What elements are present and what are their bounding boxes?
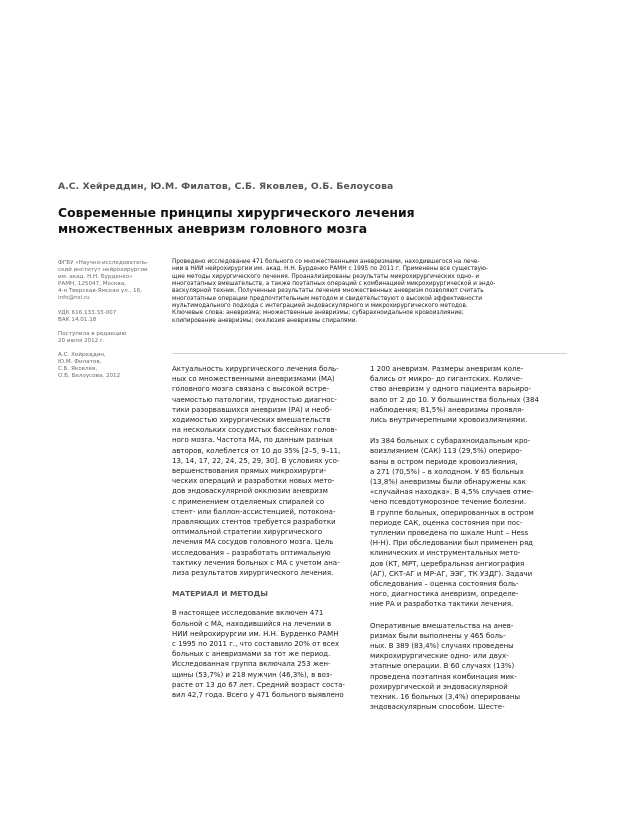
abstract-line: многоэтапные операции предпочтительным методом и свидетельствуют о высокой эффективности [172,295,482,302]
text-line: бались от микро- до гигантских. Количе- [370,375,523,384]
text-line: расте от 13 до 67 лет. Средний возраст соста- [172,680,345,689]
text-line: 13, 14, 17, 22, 24, 25, 29, 30]. В условиях усо- [172,456,340,465]
text-line: тактику лечения больных с МА с учетом ана- [172,558,340,567]
intro-paragraph [172,364,360,578]
text-line: периоде САК, оценка состояния при пос- [370,518,523,527]
abstract-divider [172,353,567,354]
udk-line: УДК 616.133.33-007 [58,309,117,316]
copyright-line: А.С. Хейреддин, [58,351,106,358]
paragraph [370,621,558,713]
text-line: ризмах были выполнены у 465 боль- [370,631,506,640]
abstract-line: Проведено исследование 471 больного со множественными аневризмами, находившегося на лече- [172,259,480,265]
abstract [172,259,567,325]
text-line: с применением отделяемых спиралей со [172,497,325,506]
text-line: на нескольких сосудистых бассейнах голов- [172,426,338,435]
text-line: больной с МА, находившийся на лечении в [172,619,332,628]
text-line: ных. В 389 (83,4%) случаях проведены [370,642,514,651]
text-line: ние РА и разработка тактики лечения. [370,600,514,609]
text-line: Из 384 больных с субарахноидальным кро- [370,437,531,446]
section-heading-methods: МАТЕРИАЛ И МЕТОДЫ [172,589,268,599]
text-line: дов эндоваскулярной окклюзии аневризм [172,487,328,496]
text-line: (H-H). При обследовании был применен ряд [370,539,533,548]
text-line: туплении проведена по шкале Hunt – Hess [370,529,529,538]
text-line: обследования – оценка состояния боль- [370,580,519,589]
methods-paragraph [172,608,360,700]
body-column-left [172,364,360,700]
keywords-line: Ключевые слова: аневризма; множественные аневризмы; субарахноидальное кровоизлияние; [172,310,464,317]
abstract-line: васкулярной техник. Полученные результаты лечения множественных аневризм позволяют считать [172,288,484,295]
paragraph [370,364,558,425]
affiliation-line: ФГБУ «Научно-исследователь- [58,260,149,266]
text-line: 1 200 аневризм. Размеры аневризм коле- [370,365,524,373]
text-line: дов (КТ, МРТ, церебральная ангиография [370,559,525,568]
received-date [58,331,160,345]
paragraph [370,436,558,609]
text-line: наблюдения; 81,5%) аневризмы проявля- [370,405,524,414]
text-line: эндоваскулярным способом. Шесте- [370,703,505,712]
text-line: чено псевдотуморозное течение болезни. [370,498,527,507]
copyright-line: Ю.М. Филатов, [58,359,102,366]
text-line: а 271 (70,5%) – в холодном. У 65 больных [370,467,524,476]
text-line: чаемостью патологии, трудностью диагнос- [172,395,337,404]
text-line: Актуальность хирургического лечения боль- [172,365,339,373]
text-line: тики разорвавшихся аневризм (РА) и необ- [172,405,332,414]
text-line: ного, диагностика аневризм, определе- [370,590,519,599]
text-line: ческих операций и разработки новых мето- [172,477,335,486]
title-line: Современные принципы хирургического лечения [58,205,415,220]
authors-line: А.С. Хейреддин, Ю.М. Филатов, С.Б. Яковлев, О.Б. Белоусова [58,181,394,192]
text-line: стент- или баллон-ассистенцией, потокона- [172,507,336,516]
copyright-line: О.Б. Белоусова, 2012 [58,373,121,380]
text-line: с 1995 по 2011 г., что составило 20% от всех [172,640,340,649]
received-line: Поступила в редакцию [58,330,127,337]
text-line: «случайная находка». В 4,5% случаев отме- [370,488,534,497]
text-line: исследования – разработать оптимальную [172,548,331,557]
affiliation-email: info@nsi.ru [58,295,90,302]
text-line: ных со множественными аневризмами (МА) [172,375,335,384]
copyright-line: С.Б. Яковлев, [58,366,98,373]
abstract-line: нии в НИИ нейрохирургии им. акад. Н.Н. Бурденко РАМН с 1995 по 2011 г. Применены все существую- [172,266,488,273]
text-line: воизлиянием (САК) 113 (29,5%) опериро- [370,447,523,456]
text-line: авторов, колеблется от 10 до 35% [2–5, 9–11, [172,446,341,455]
text-line: В группе больных, оперированных в остром [370,508,534,517]
text-line: лиза результатов хирургического лечения. [172,569,334,578]
affiliation-line: ский институт нейрохирургии [58,267,148,274]
text-line: щины (53,7%) и 218 мужчин (46,3%), в воз- [172,670,333,679]
abstract-line: мультимодального подхода с интеграцией эндоваскулярного и микрохирургического методов. [172,303,468,310]
text-line: ходимостью хирургических вмешательств [172,416,331,425]
text-line: лись внутричерепными кровоизлияниями. [370,416,528,425]
text-line: оптимальной стратегии хирургического [172,528,323,537]
text-line: Оперативные вмешательства на анев- [370,621,514,630]
affiliation-line: им. акад. Н.Н. Бурденко» [58,274,133,281]
article-title [58,205,578,236]
title-line: множественных аневризм головного мозга [58,220,368,236]
body-column-right [370,364,558,713]
text-line: (13,8%) аневризмы были обнаружены как [370,478,526,487]
affiliation-line: 4-я Тверская-Ямская ул., 16, [58,288,142,295]
copyright [58,352,160,380]
keywords-line: клипирование аневризмы; окклюзия аневризмы спиралями. [172,317,358,324]
text-line: В настоящее исследование включен 471 [172,609,324,618]
affiliation [58,260,160,303]
text-line: проведена поэтапная комбинация мик- [370,672,517,681]
udk-line: ВАК 14.01.18 [58,316,97,323]
text-line: вершенствования прямых микрохирурги- [172,467,327,476]
abstract-line: щие методы хирургического лечения. Проанализированы результаты микрохирургических одно- и [172,273,480,280]
text-line: техник. 16 больных (3,4%) оперированы [370,693,521,702]
text-line: ваны в остром периоде кровоизлияния, [370,457,518,466]
received-line: 20 июля 2012 г. [58,337,105,344]
text-line: рохирургической и эндоваскулярной [370,682,508,691]
text-line: вил 42,7 года. Всего у 471 больного выявлено [172,691,344,700]
udk-info [58,310,160,324]
text-line: НИИ нейрохирургии им. Н.Н. Бурденко РАМН [172,629,339,638]
text-line: головного мозга связана с высокой встре- [172,385,330,394]
text-line: ного мозга. Частота МА, по данным разных [172,436,334,445]
text-line: (АГ), СКТ-АГ и МР-АГ, ЭЭГ, ТК УЗДГ). Задачи [370,569,533,578]
text-line: ство аневризм у одного пациента варьиро- [370,385,532,394]
text-line: больных с аневризмами за тот же период. [172,650,331,659]
affiliation-line: РАМН, 125047, Москва, [58,281,126,288]
text-line: этапные операции. В 60 случаях (13%) [370,662,515,671]
text-line: микрохирургические одно- или двух- [370,652,509,661]
sidebar-meta [58,260,160,380]
text-line: вало от 2 до 10. У большинства больных (384 [370,395,539,404]
text-line: правляющих стентов требуется разработки [172,518,336,527]
abstract-line: многоэтапных вмешательств, а также поэтапных операций с комбинацией микрохирургической и эндо- [172,281,496,288]
text-line: клинических и инструментальных мето- [370,549,521,558]
text-line: лечения МА сосудов головного мозга. Цель [172,538,334,547]
text-line: Исследованная группа включала 253 жен- [172,660,331,669]
